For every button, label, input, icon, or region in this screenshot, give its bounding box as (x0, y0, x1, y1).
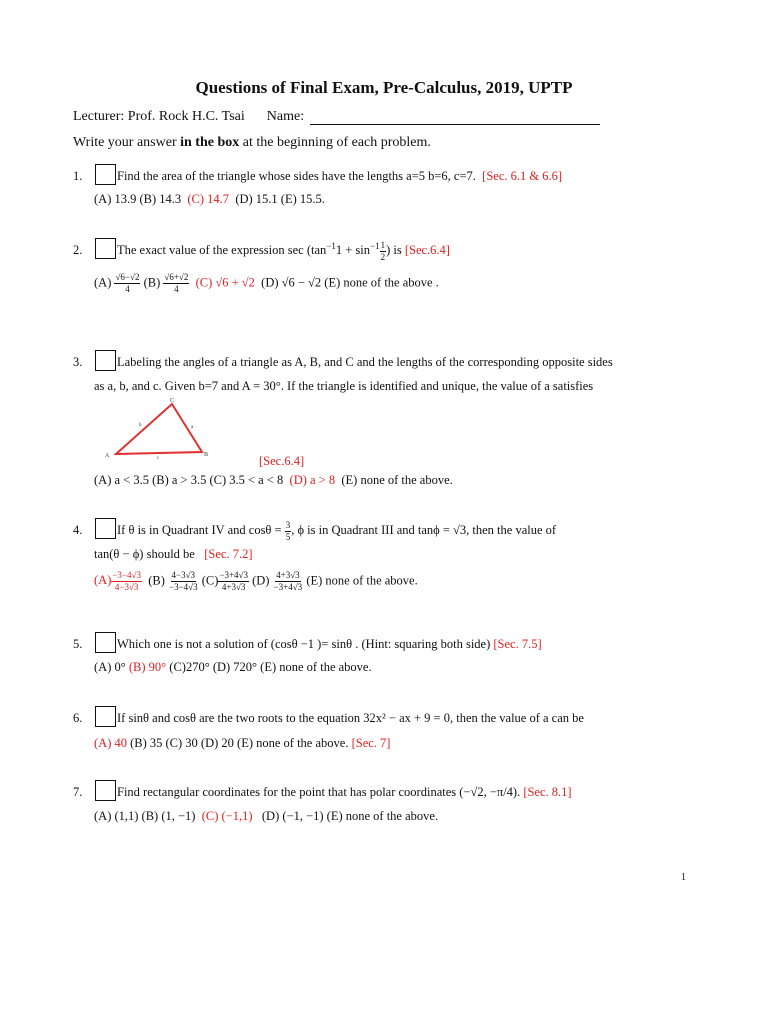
lecturer-text: Lecturer: Prof. Rock H.C. Tsai (73, 109, 245, 124)
q2-answer: (C) √6 + √2 (195, 275, 255, 290)
q1-section: [Sec. 6.1 & 6.6] (482, 169, 563, 183)
q7-section: [Sec. 8.1] (523, 785, 572, 799)
q1-answer: (C) 14.7 (187, 192, 230, 206)
side-b: b (139, 423, 142, 428)
answer-box-7[interactable] (95, 780, 116, 801)
q2-options: (A) $\frac{√6-√2}{4}$ (B) $\frac{√6+√2}{4}$ (C) √6 + √2 (D) √6 − √2 (E) none of the above . (94, 272, 439, 294)
q3-text-2: as a, b, and c. Given b=7 and A = 30°. If the triangle is identified and unique, the value of a satisfies (94, 379, 594, 393)
answer-box-6[interactable] (95, 706, 116, 727)
q1-text: Find the area of the triangle whose sides have the lengths a=5 b=6, c=7. (117, 169, 476, 183)
q3-options: (A) a < 3.5 (B) a > 3.5 (C) 3.5 < a < 8 (D) a > 8 (E) none of the above. (94, 473, 453, 487)
question-2: 2. The exact value of the expression $\sec (\tan^{-1}1 + \sin^{-1}$ $\frac{1}{2}$ ) is [Sec.6.4] (73, 239, 450, 262)
q4-section: [Sec. 7.2] (204, 547, 253, 561)
side-a: a (191, 425, 194, 430)
q2-section: [Sec.6.4] (404, 243, 450, 257)
q4-options: (A) $\frac{-3-4√3}{4-3√3}$ (B) $\frac{4-3√3}{-3-4√3}$ (C) $\frac{-3+4√3}{4+3√3}$ (D) $\frac{4+3√3}{-3+4√3}$ (E) none of the above. (94, 570, 418, 592)
q3-text-1: Labeling the angles of a triangle as A, B, and C and the lengths of the corresponding opposite sides (117, 355, 613, 369)
vertex-c: C (170, 398, 175, 404)
q1-options: (A) 13.9 (B) 14.3 (C) 14.7 (D) 15.1 (E) 15.5. (94, 192, 325, 206)
answer-box-5[interactable] (95, 632, 116, 653)
name-label: Name: (266, 109, 305, 124)
triangle-shape (116, 404, 202, 454)
question-7: 7. Find rectangular coordinates for the point that has polar coordinates (−√2, −π/4). [Sec. 8.1] (73, 780, 572, 801)
vertex-b: B (204, 452, 209, 458)
q4-answer: (A) $\frac{-3-4√3}{4-3√3}$ (94, 570, 141, 592)
q7-answer: (C) (−1,1) (201, 809, 253, 823)
question-5: 5. Which one is not a solution of (cosθ −1 )= sinθ . (Hint: squaring both side) [Sec. 7.5] (73, 632, 542, 653)
triangle-diagram (96, 396, 216, 460)
instructions: Write your answer in the box at the beginning of each problem. (73, 135, 431, 150)
q5-section: [Sec. 7.5] (493, 637, 542, 651)
answer-box-2[interactable] (95, 238, 116, 259)
vertex-a: A (105, 453, 110, 459)
answer-box-1[interactable] (95, 164, 116, 185)
q7-options: (A) (1,1) (B) (1, −1) (C) (−1,1) (D) (−1, −1) (E) none of the above. (94, 809, 439, 823)
q6-section: [Sec. 7] (351, 736, 391, 750)
lecturer-line (73, 109, 600, 125)
q4-line-2: tan(θ − ϕ) should be [Sec. 7.2] (94, 547, 253, 561)
page-number: 1 (681, 872, 686, 883)
answer-box-4[interactable] (95, 518, 116, 539)
q3-answer: (D) a > 8 (289, 473, 336, 487)
question-1: 1. Find the area of the triangle whose sides have the lengths a=5 b=6, c=7. [Sec. 6.1 & 6.6] (73, 164, 562, 185)
q5-options: (A) 0° (B) 90° (C)270° (D) 720° (E) none of the above. (94, 660, 372, 674)
name-field[interactable] (310, 110, 600, 125)
answer-box-3[interactable] (95, 350, 116, 371)
q6-answer: (A) 40 (94, 736, 127, 750)
q3-section: [Sec.6.4] (259, 454, 305, 468)
question-4: 4. If θ is in Quadrant IV and cosθ = $\frac{3}{5}$ , ϕ is in Quadrant III and tanϕ = √3, then the value of (73, 519, 557, 542)
question-3: 3. Labeling the angles of a triangle as A, B, and C and the lengths of the corresponding opposite sides (73, 350, 613, 371)
question-6: 6. If sinθ and cosθ are the two roots to the equation 32x² − ax + 9 = 0, then the value of a can be (73, 706, 584, 727)
exam-title: Questions of Final Exam, Pre-Calculus, 2019, UPTP (195, 78, 573, 97)
side-c: c (157, 456, 160, 460)
q6-options: (A) 40 (B) 35 (C) 30 (D) 20 (E) none of the above. [Sec. 7] (94, 736, 391, 750)
q5-answer: (B) 90° (128, 660, 167, 674)
